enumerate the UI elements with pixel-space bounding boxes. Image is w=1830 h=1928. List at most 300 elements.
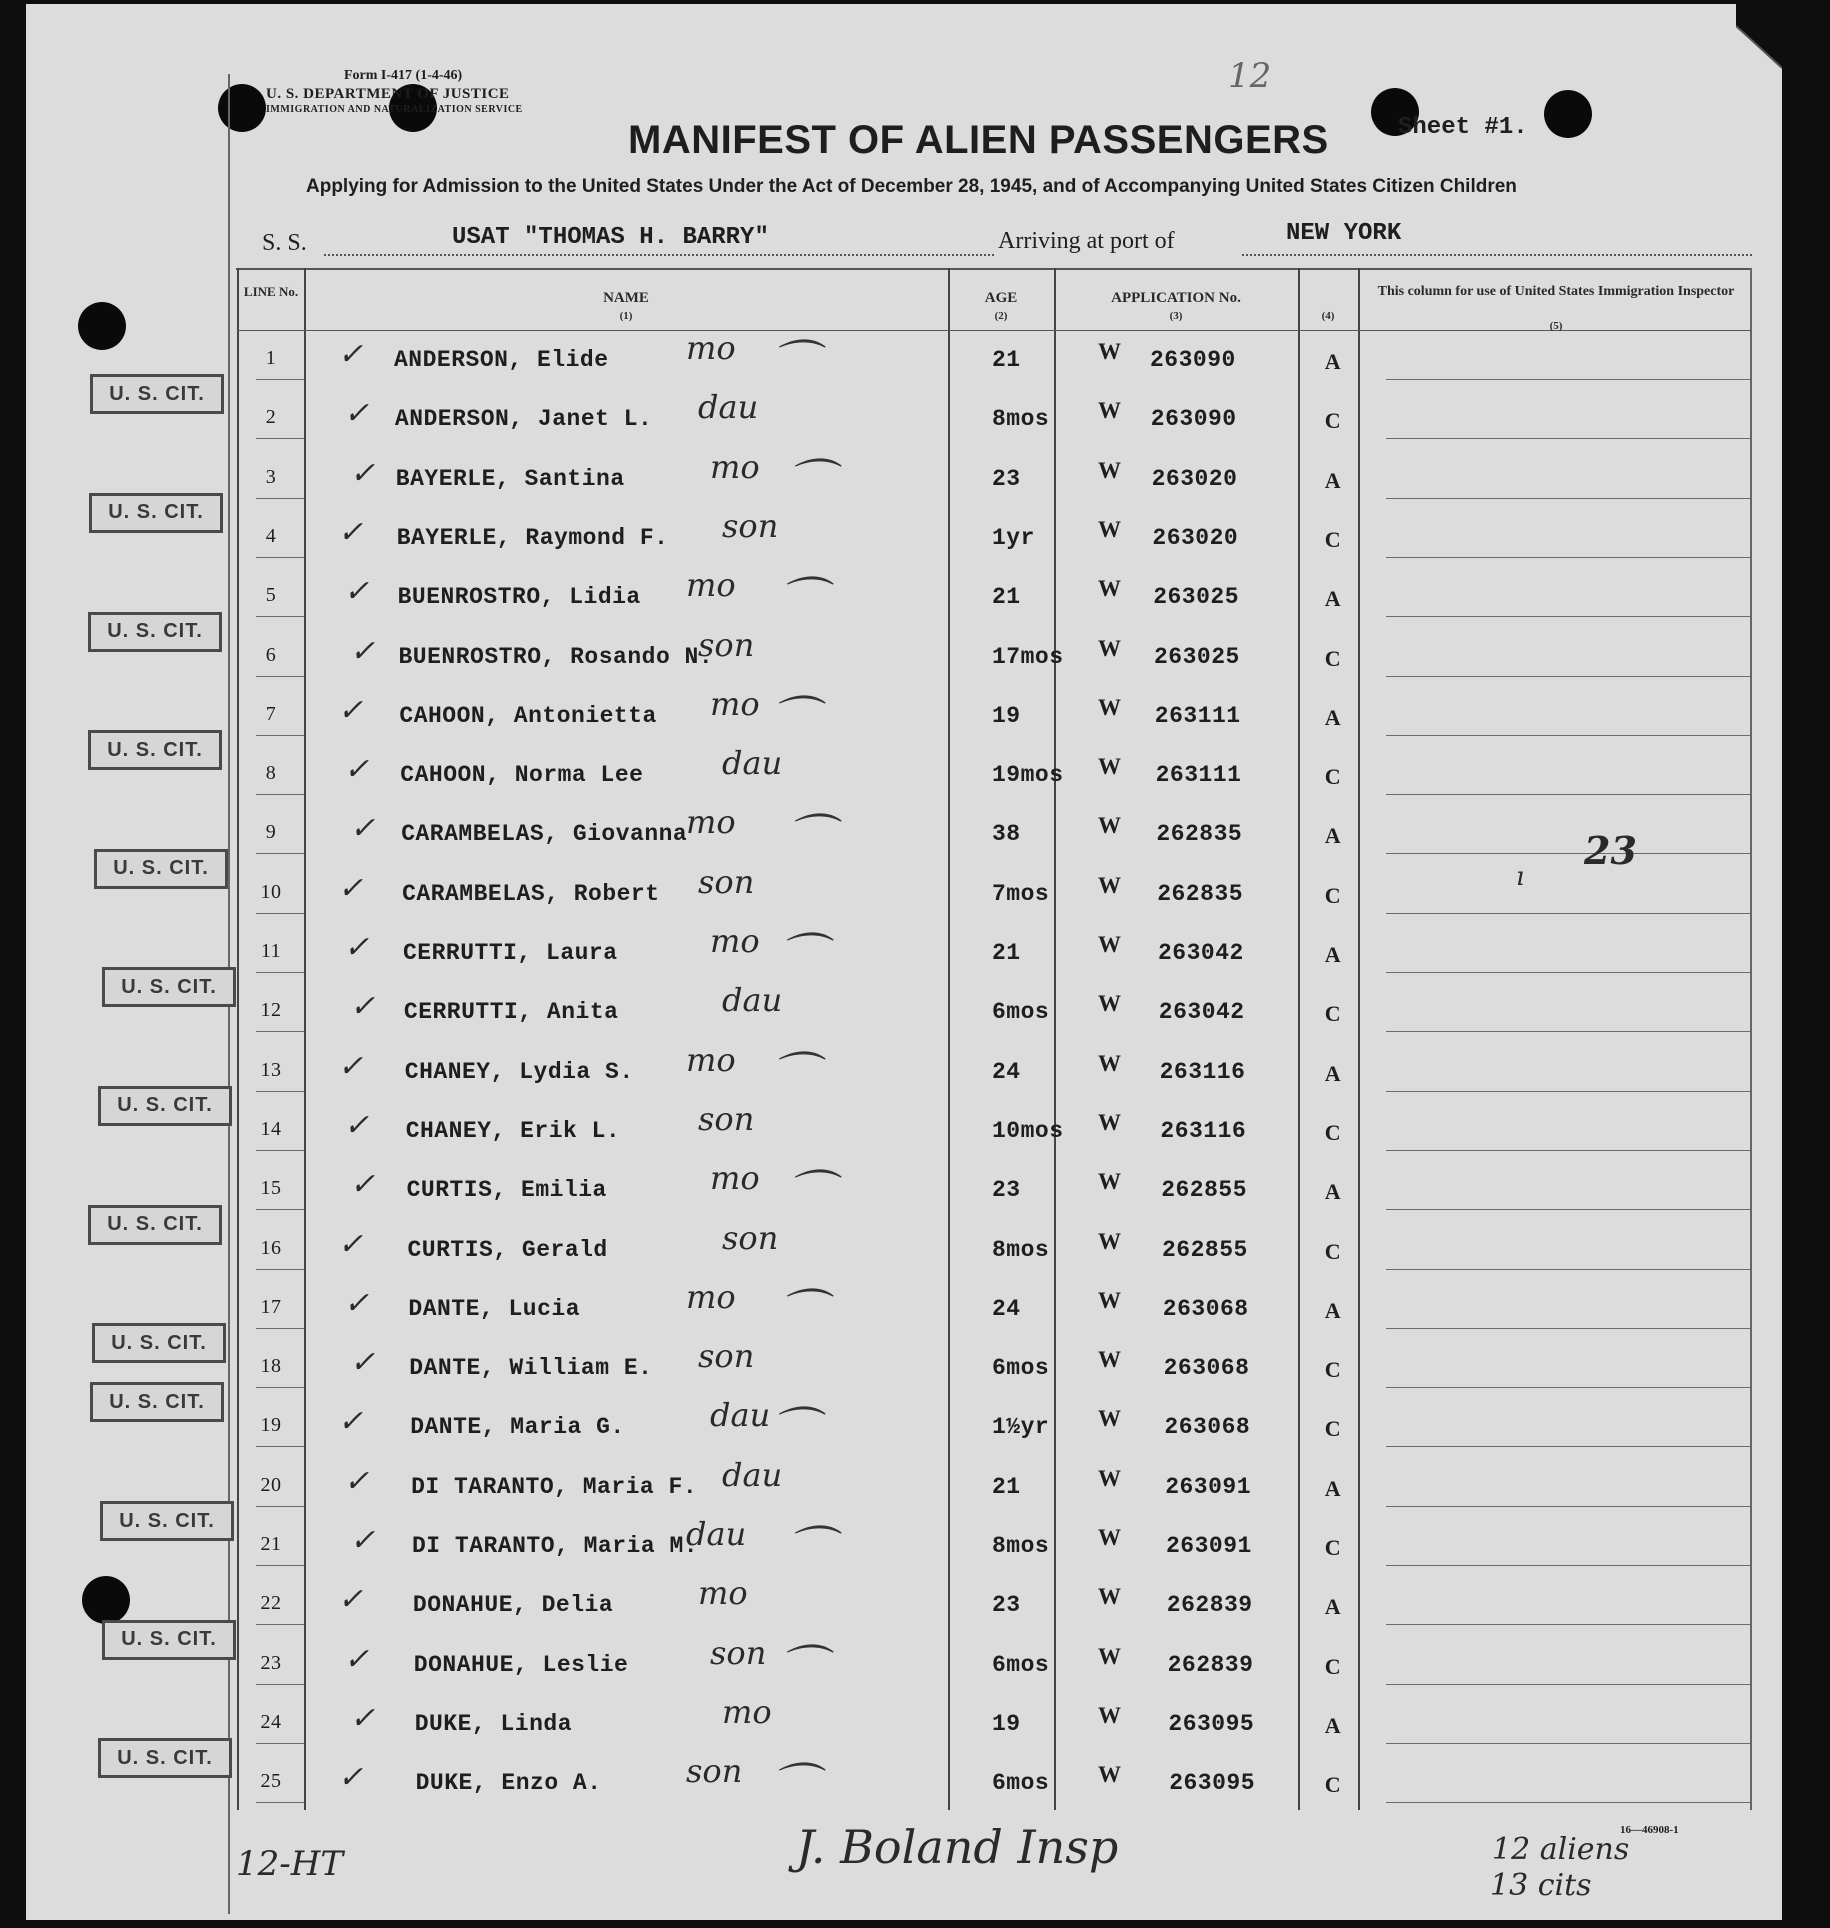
footer-right-note-aliens: 12 aliens <box>1492 1832 1630 1867</box>
relation-note: mo <box>710 684 760 723</box>
inspector-rule <box>1386 1802 1750 1803</box>
relation-note: dau <box>710 1396 771 1435</box>
application-number: 263068 <box>1162 1295 1249 1322</box>
line-number: 7 <box>265 702 277 725</box>
line-number: 2 <box>265 406 277 429</box>
application-number: 263042 <box>1158 940 1244 966</box>
line-rule <box>256 1209 304 1210</box>
passenger-name: CURTIS, Emilia <box>406 1177 607 1204</box>
passenger-age: 8mos <box>992 1533 1050 1559</box>
manifest-sheet <box>26 4 1782 1920</box>
family-brace: ⌒ <box>786 1166 835 1223</box>
punch-hole <box>218 84 266 132</box>
line-rule <box>256 1387 304 1388</box>
application-number: 263068 <box>1164 1414 1251 1441</box>
checkmark-icon: ✓ <box>344 1107 370 1143</box>
passenger-age: 38 <box>992 821 1021 848</box>
line-number: 23 <box>260 1651 282 1674</box>
application-number: 263091 <box>1165 1473 1252 1500</box>
status-code: C <box>1324 1653 1342 1679</box>
passenger-age: 8mos <box>992 1236 1050 1263</box>
application-number: 263091 <box>1166 1533 1252 1559</box>
checkmark-icon: ✓ <box>350 455 376 491</box>
relation-note: son <box>686 1752 743 1791</box>
line-rule <box>256 616 304 617</box>
passenger-name: CERRUTTI, Laura <box>403 940 618 966</box>
checkmark-icon: ✓ <box>338 1226 364 1262</box>
checkmark-icon: ✓ <box>344 1463 370 1499</box>
relation-note: mo <box>710 922 760 960</box>
status-code: A <box>1324 1060 1342 1086</box>
passenger-name: CHANEY, Lydia S. <box>404 1058 634 1085</box>
print-code: 16—46908-1 <box>1620 1824 1679 1836</box>
checkmark-icon: ✓ <box>338 1404 364 1440</box>
line-rule <box>256 1506 304 1507</box>
line-rule <box>256 1684 304 1685</box>
application-prefix: W <box>1098 576 1122 602</box>
application-prefix: W <box>1098 1702 1122 1728</box>
application-prefix: W <box>1098 1287 1122 1313</box>
status-code: C <box>1324 1119 1342 1145</box>
status-code: C <box>1324 1772 1342 1798</box>
ship-label: S. S. <box>262 230 307 256</box>
passenger-age: 21 <box>992 347 1021 373</box>
line-number: 3 <box>265 465 277 488</box>
passenger-name: CERRUTTI, Anita <box>403 999 619 1026</box>
status-code: A <box>1324 942 1342 967</box>
passenger-name: DANTE, Lucia <box>408 1295 581 1322</box>
relation-note: son <box>698 625 755 664</box>
checkmark-icon: ✓ <box>350 1345 376 1381</box>
line-rule <box>256 1446 304 1447</box>
family-brace: ⌒ <box>770 1403 819 1460</box>
passenger-age: 19 <box>992 1710 1021 1737</box>
line-rule <box>256 853 304 854</box>
passenger-age: 17mos <box>992 643 1064 670</box>
checkmark-icon: ✓ <box>344 396 370 432</box>
application-number: 263111 <box>1154 702 1241 729</box>
inspector-signature: J. Boland Insp <box>796 1820 1119 1874</box>
relation-note: son <box>710 1633 767 1672</box>
checkmark-icon: ✓ <box>338 337 364 372</box>
line-rule <box>256 379 304 380</box>
checkmark-icon: ✓ <box>338 870 364 906</box>
application-prefix: W <box>1098 398 1122 424</box>
department-name: U. S. DEPARTMENT OF JUSTICE <box>266 86 510 102</box>
port-name: NEW YORK <box>1286 220 1402 247</box>
checkmark-icon: ✓ <box>350 1700 376 1736</box>
inspector-rule <box>1386 1091 1750 1092</box>
relation-note: mo <box>722 1692 772 1731</box>
us-citizen-stamp: U. S. CIT. <box>90 1382 224 1422</box>
checkmark-icon: ✓ <box>350 1167 376 1203</box>
passenger-age: 10mos <box>992 1117 1064 1144</box>
relation-note: son <box>722 506 779 545</box>
passenger-name: DANTE, William E. <box>409 1355 653 1382</box>
line-rule <box>256 1743 304 1744</box>
application-number: 263095 <box>1168 1710 1255 1737</box>
application-number: 263042 <box>1158 999 1245 1026</box>
header-application: APPLICATION No. <box>1111 290 1241 306</box>
line-rule <box>256 794 304 795</box>
table-top-rule <box>236 268 1752 270</box>
line-number: 19 <box>260 1414 282 1437</box>
application-prefix: W <box>1098 1762 1122 1788</box>
col-rule-app <box>1054 268 1056 1810</box>
status-code: A <box>1324 1594 1342 1620</box>
status-code: C <box>1324 764 1342 790</box>
status-code: C <box>1324 1357 1342 1383</box>
line-number: 11 <box>260 940 282 962</box>
status-code: A <box>1324 467 1342 493</box>
inspector-rule <box>1386 1743 1750 1744</box>
inspector-rule <box>1386 1209 1750 1210</box>
line-number: 10 <box>260 880 282 903</box>
relation-note: mo <box>710 1159 760 1198</box>
checkmark-icon: ✓ <box>338 514 364 550</box>
inspector-note: 23 <box>1584 828 1637 873</box>
application-prefix: W <box>1098 457 1122 483</box>
line-number: 13 <box>260 1058 282 1081</box>
header-application-number: (3) <box>1169 310 1183 322</box>
passenger-age: 8mos <box>992 406 1050 433</box>
line-rule <box>256 1565 304 1566</box>
us-citizen-stamp: U. S. CIT. <box>88 1205 222 1245</box>
status-code: C <box>1324 645 1342 671</box>
application-number: 262839 <box>1166 1592 1253 1619</box>
status-code: C <box>1324 882 1342 908</box>
relation-note: dau <box>722 1455 783 1494</box>
line-number: 17 <box>260 1295 282 1318</box>
line-rule <box>256 1802 304 1803</box>
checkmark-icon: ✓ <box>350 1523 376 1558</box>
inspector-rule <box>1386 1387 1750 1388</box>
family-brace: ⌒ <box>770 336 819 392</box>
application-prefix: W <box>1098 339 1122 364</box>
passenger-name: DUKE, Linda <box>414 1710 573 1737</box>
passenger-age: 23 <box>992 1592 1021 1619</box>
subtitle: Applying for Admission to the United States Under the Act of December 28, 1945, and of Accompanying United States Citizen Children <box>306 176 1517 197</box>
line-number: 24 <box>260 1710 282 1733</box>
status-code: A <box>1324 704 1342 730</box>
family-brace: ⌒ <box>786 810 835 867</box>
passenger-age: 7mos <box>992 880 1050 907</box>
checkmark-icon: ✓ <box>338 1760 364 1796</box>
family-brace: ⌒ <box>770 1759 819 1816</box>
passenger-name: CAHOON, Norma Lee <box>400 762 644 789</box>
col-rule-4 <box>1298 268 1300 1810</box>
line-number: 9 <box>265 821 277 844</box>
application-prefix: W <box>1098 1584 1122 1610</box>
status-code: A <box>1324 1712 1342 1738</box>
passenger-age: 23 <box>992 1177 1021 1204</box>
col-rule-5 <box>1358 268 1360 1810</box>
line-rule <box>256 1328 304 1329</box>
sheet-number: Sheet #1. <box>1398 114 1528 141</box>
passenger-age: 1½yr <box>992 1414 1050 1441</box>
checkmark-icon: ✓ <box>344 930 370 965</box>
application-number: 263090 <box>1150 347 1236 373</box>
application-number: 262835 <box>1157 880 1244 907</box>
application-prefix: W <box>1098 1050 1122 1076</box>
family-brace: ⌒ <box>770 1047 819 1104</box>
line-number: 1 <box>265 347 277 369</box>
punch-hole <box>82 1576 130 1624</box>
application-prefix: W <box>1098 991 1122 1017</box>
us-citizen-stamp: U. S. CIT. <box>100 1501 234 1541</box>
header-age: AGE <box>984 290 1018 306</box>
inspector-rule <box>1386 1565 1750 1566</box>
status-code: A <box>1324 1297 1342 1323</box>
checkmark-icon: ✓ <box>350 989 376 1025</box>
relation-note: mo <box>686 1277 736 1316</box>
application-prefix: W <box>1098 1643 1122 1669</box>
inspector-rule <box>1386 379 1750 380</box>
status-code: C <box>1324 1535 1342 1560</box>
line-number: 18 <box>260 1355 282 1378</box>
application-prefix: W <box>1098 1347 1122 1373</box>
passenger-name: DI TARANTO, Maria M. <box>412 1533 699 1559</box>
line-number: 6 <box>265 643 277 666</box>
passenger-name: CHANEY, Erik L. <box>405 1117 621 1144</box>
application-prefix: W <box>1098 1525 1122 1550</box>
application-number: 263068 <box>1163 1355 1250 1382</box>
application-prefix: W <box>1098 1406 1122 1432</box>
inspector-tick: ı <box>1516 862 1525 892</box>
relation-note: son <box>698 1099 755 1138</box>
passenger-name: DUKE, Enzo A. <box>415 1770 602 1797</box>
inspector-rule <box>1386 1031 1750 1032</box>
application-prefix: W <box>1098 932 1122 957</box>
relation-note: mo <box>698 1574 748 1613</box>
inspector-rule <box>1386 913 1750 914</box>
inspector-rule <box>1386 1150 1750 1151</box>
status-code: C <box>1324 1238 1342 1264</box>
passenger-age: 6mos <box>992 999 1050 1026</box>
application-number: 263025 <box>1154 643 1240 670</box>
application-number: 262835 <box>1156 821 1243 848</box>
relation-note: dau <box>722 744 783 783</box>
passenger-name: CAHOON, Antonietta <box>399 702 657 729</box>
line-rule <box>256 735 304 736</box>
port-label: Arriving at port of <box>998 228 1175 254</box>
line-number: 25 <box>260 1770 282 1793</box>
passenger-name: DANTE, Maria G. <box>410 1414 625 1441</box>
status-code: A <box>1324 586 1342 612</box>
inspector-rule <box>1386 616 1750 617</box>
application-prefix: W <box>1098 635 1122 661</box>
passenger-name: CURTIS, Gerald <box>407 1236 608 1263</box>
line-number: 4 <box>265 524 277 547</box>
passenger-age: 21 <box>992 584 1021 611</box>
application-prefix: W <box>1098 1465 1122 1491</box>
status-code: C <box>1324 1001 1342 1027</box>
passenger-age: 6mos <box>992 1651 1050 1678</box>
line-number: 12 <box>260 999 282 1022</box>
inspector-rule <box>1386 1328 1750 1329</box>
line-rule <box>256 1624 304 1625</box>
col-rule-right <box>1750 268 1752 1810</box>
status-code: A <box>1324 349 1342 374</box>
application-number: 263020 <box>1151 465 1238 492</box>
passenger-age: 19 <box>992 702 1021 729</box>
inspector-rule <box>1386 1684 1750 1685</box>
status-code: C <box>1324 408 1342 434</box>
passenger-name: BAYERLE, Raymond F. <box>396 524 669 551</box>
us-citizen-stamp: U. S. CIT. <box>98 1086 232 1126</box>
application-number: 263116 <box>1159 1058 1246 1085</box>
col-rule-line <box>237 268 239 1810</box>
inspector-rule <box>1386 853 1750 854</box>
line-number: 22 <box>260 1592 282 1615</box>
application-prefix: W <box>1098 1109 1122 1135</box>
us-citizen-stamp: U. S. CIT. <box>92 1323 226 1363</box>
family-brace: ⌒ <box>770 691 819 748</box>
checkmark-icon: ✓ <box>338 1048 364 1084</box>
relation-note: son <box>698 862 755 901</box>
header-col4-number: (4) <box>1321 310 1335 322</box>
title: MANIFEST OF ALIEN PASSENGERS <box>628 118 1329 162</box>
line-number: 8 <box>265 762 277 785</box>
application-number: 263090 <box>1150 406 1237 433</box>
relation-note: mo <box>686 1040 736 1079</box>
passenger-age: 21 <box>992 1473 1021 1500</box>
passenger-name: DONAHUE, Leslie <box>413 1651 629 1678</box>
ship-name-line <box>324 254 994 256</box>
line-rule <box>256 1031 304 1032</box>
checkmark-icon: ✓ <box>338 1582 364 1618</box>
passenger-name: BAYERLE, Santina <box>395 465 625 492</box>
line-rule <box>256 557 304 558</box>
status-code: A <box>1324 1179 1342 1205</box>
application-number: 263095 <box>1169 1770 1256 1797</box>
folded-corner <box>1736 4 1782 74</box>
relation-note: mo <box>686 803 736 842</box>
us-citizen-stamp: U. S. CIT. <box>88 612 222 652</box>
application-number: 263020 <box>1152 524 1239 551</box>
line-rule <box>256 913 304 914</box>
header-name-number: (1) <box>619 310 633 322</box>
port-line <box>1242 254 1752 256</box>
family-brace: ⌒ <box>778 1284 827 1341</box>
application-prefix: W <box>1098 1169 1122 1195</box>
family-brace: ⌒ <box>786 1522 835 1578</box>
us-citizen-stamp: U. S. CIT. <box>102 967 236 1007</box>
line-number: 16 <box>260 1236 282 1259</box>
us-citizen-stamp: U. S. CIT. <box>102 1620 236 1660</box>
passenger-name: DI TARANTO, Maria F. <box>411 1473 698 1500</box>
passenger-name: CARAMBELAS, Giovanna <box>401 821 688 848</box>
header-name: NAME <box>603 290 649 306</box>
passenger-name: BUENROSTRO, Lidia <box>397 584 641 611</box>
header-line-no: LINE No. <box>243 284 299 299</box>
punch-hole <box>78 302 126 350</box>
relation-note: son <box>698 1337 755 1376</box>
checkmark-icon: ✓ <box>338 692 364 728</box>
application-number: 263116 <box>1160 1117 1247 1144</box>
us-citizen-stamp: U. S. CIT. <box>90 374 224 414</box>
passenger-age: 21 <box>992 940 1021 966</box>
line-rule <box>256 1269 304 1270</box>
service-name: IMMIGRATION AND NATURALIZATION SERVICE <box>266 104 523 115</box>
inspector-rule <box>1386 1624 1750 1625</box>
us-citizen-stamp: U. S. CIT. <box>94 849 228 889</box>
relation-note: son <box>722 1218 779 1257</box>
application-number: 262839 <box>1167 1651 1254 1678</box>
checkmark-icon: ✓ <box>350 633 376 669</box>
ship-name: USAT "THOMAS H. BARRY" <box>452 224 769 251</box>
passenger-age: 24 <box>992 1295 1021 1322</box>
line-rule <box>256 1091 304 1092</box>
relation-note: mo <box>686 329 736 367</box>
family-brace: ⌒ <box>778 929 827 985</box>
status-code: C <box>1324 1416 1342 1442</box>
status-code: A <box>1324 823 1342 849</box>
application-prefix: W <box>1098 813 1122 839</box>
inspector-rule <box>1386 972 1750 973</box>
relation-note: dau <box>722 981 783 1020</box>
line-number: 5 <box>265 584 277 607</box>
line-rule <box>256 498 304 499</box>
relation-note: dau <box>686 1515 747 1553</box>
header-age-number: (2) <box>994 310 1008 322</box>
line-rule <box>256 438 304 439</box>
passenger-age: 6mos <box>992 1770 1050 1797</box>
passenger-age: 1yr <box>992 524 1035 551</box>
status-code: A <box>1324 1475 1342 1501</box>
inspector-rule <box>1386 794 1750 795</box>
us-citizen-stamp: U. S. CIT. <box>89 493 223 533</box>
passenger-age: 19mos <box>992 762 1064 789</box>
passenger-age: 23 <box>992 465 1021 492</box>
inspector-rule <box>1386 498 1750 499</box>
relation-note: mo <box>686 566 736 605</box>
footer-left-note: 12-HT <box>236 1844 344 1884</box>
us-citizen-stamp: U. S. CIT. <box>98 1738 232 1778</box>
inspector-rule <box>1386 1269 1750 1270</box>
inspector-rule <box>1386 676 1750 677</box>
punch-hole <box>1544 90 1592 138</box>
header-inspector-number: (5) <box>1549 320 1563 332</box>
application-prefix: W <box>1098 694 1122 720</box>
checkmark-icon: ✓ <box>344 1641 370 1677</box>
page-number: 12 <box>1228 56 1272 96</box>
passenger-age: 24 <box>992 1058 1021 1085</box>
line-rule <box>256 1150 304 1151</box>
us-citizen-stamp: U. S. CIT. <box>88 730 222 770</box>
relation-note: dau <box>698 388 759 427</box>
line-number: 14 <box>260 1117 282 1140</box>
application-prefix: W <box>1098 754 1122 780</box>
application-prefix: W <box>1098 1228 1122 1254</box>
passenger-name: ANDERSON, Elide <box>394 347 609 373</box>
footer-right-note-cits: 13 cits <box>1490 1868 1592 1903</box>
family-brace: ⌒ <box>778 1640 827 1697</box>
inspector-rule <box>1386 1506 1750 1507</box>
form-number: Form I-417 (1-4-46) <box>344 68 463 83</box>
application-prefix: W <box>1098 516 1122 542</box>
application-prefix: W <box>1098 872 1122 898</box>
line-number: 20 <box>260 1473 282 1496</box>
checkmark-icon: ✓ <box>350 811 376 847</box>
application-number: 263111 <box>1155 762 1242 789</box>
passenger-name: ANDERSON, Janet L. <box>394 406 653 433</box>
passenger-name: DONAHUE, Delia <box>412 1592 614 1619</box>
passenger-name: CARAMBELAS, Robert <box>402 880 660 907</box>
relation-note: mo <box>710 447 760 486</box>
status-code: C <box>1324 526 1342 552</box>
checkmark-icon: ✓ <box>344 752 370 788</box>
